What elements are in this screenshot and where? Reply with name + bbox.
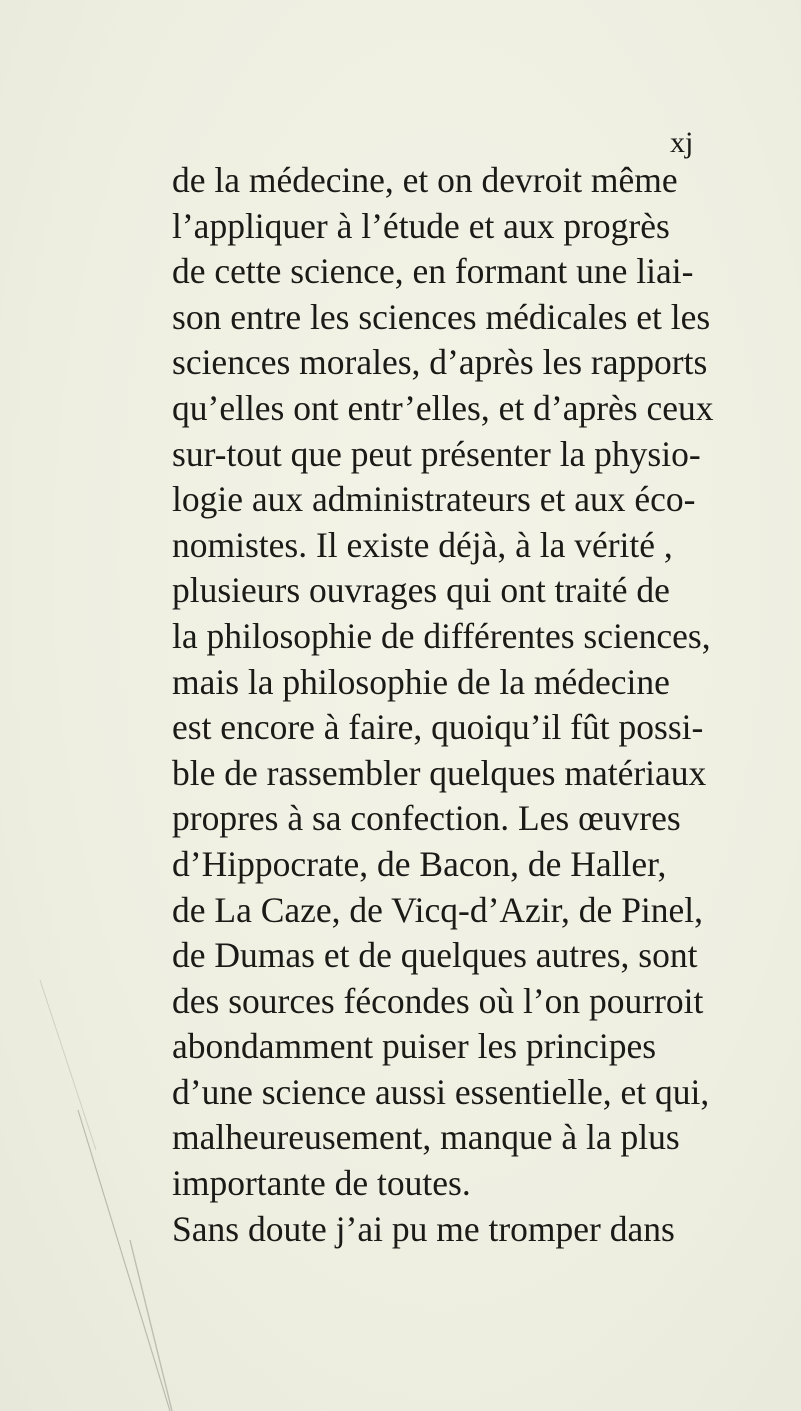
text-line-10: plusieurs ouvrages qui ont traité de: [172, 570, 670, 611]
text-line-3: de cette science, en formant une liai-: [172, 251, 694, 292]
text-line-24: Sans doute j’ai pu me tromper dans: [172, 1208, 675, 1249]
text-line-18: de Dumas et de quelques autres, sont: [172, 935, 698, 976]
text-line-6: qu’elles ont entr’elles, et d’après ceux: [172, 387, 714, 428]
text-line-23: importante de toutes.: [172, 1163, 471, 1204]
text-line-19: des sources fécondes où l’on pourroit: [172, 980, 704, 1021]
text-line-9: nomistes. Il existe déjà, à la vérité ,: [172, 524, 673, 565]
show-through-line-3: [130, 1240, 172, 1411]
text-line-21: d’une science aussi essentielle, et qui,: [172, 1071, 710, 1112]
body-text: [172, 158, 772, 1252]
text-line-4: son entre les sciences médicales et les: [172, 296, 711, 337]
text-line-15: propres à sa confection. Les œuvres: [172, 798, 681, 839]
text-line-16: d’Hippocrate, de Bacon, de Haller,: [172, 843, 667, 884]
text-line-7: sur-tout que peut présenter la physio-: [172, 433, 701, 474]
text-line-22: malheureusement, manque à la plus: [172, 1117, 680, 1158]
text-line-1: de la médecine, et on devroit même: [172, 160, 678, 200]
show-through-line-2: [40, 980, 96, 1150]
text-line-8: logie aux administrateurs et aux éco-: [172, 479, 696, 520]
text-line-17: de La Caze, de Vicq-d’Azir, de Pinel,: [172, 889, 704, 930]
text-line-14: ble de rassembler quelques matériaux: [172, 752, 707, 793]
page-number: xj: [670, 126, 694, 159]
show-through-line-1: [78, 1110, 170, 1411]
text-line-20: abondamment puiser les principes: [172, 1026, 657, 1067]
text-line-12: mais la philosophie de la médecine: [172, 661, 670, 702]
text-line-11: la philosophie de différentes sciences,: [172, 615, 711, 656]
text-line-2: l’appliquer à l’étude et aux progrès: [172, 205, 670, 246]
text-line-13: est encore à faire, quoiqu’il fût possi-: [172, 707, 704, 748]
text-line-5: sciences morales, d’après les rapports: [172, 342, 708, 383]
